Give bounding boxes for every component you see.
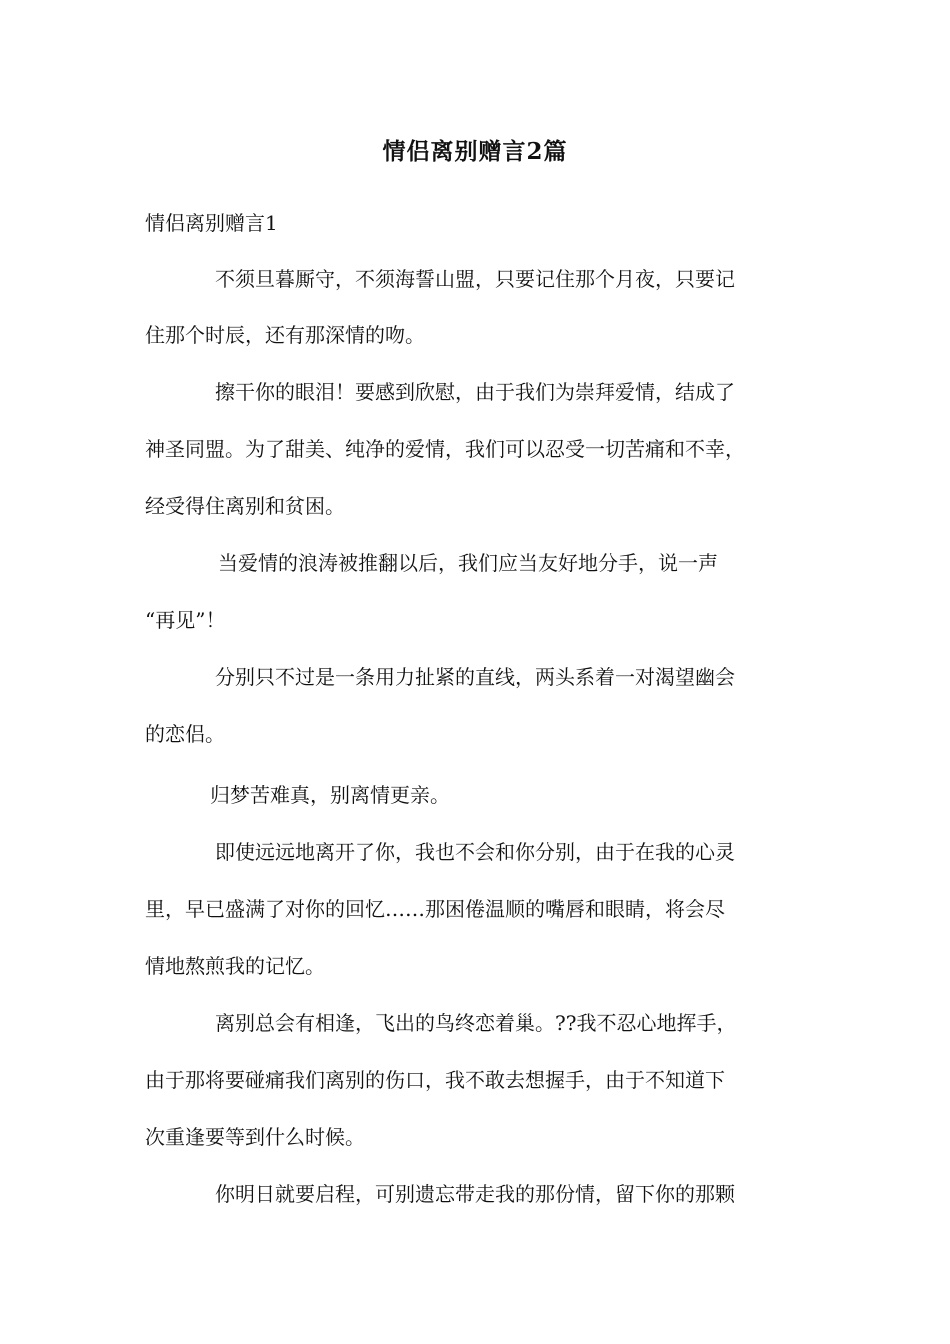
paragraph-line: “再见”！: [145, 608, 226, 632]
paragraph-line: 当爱情的浪涛被推翻以后，我们应当友好地分手，说一声: [218, 551, 718, 575]
paragraph-line: 你明日就要启程，可别遗忘带走我的那份情，留下你的那颗: [215, 1182, 735, 1206]
section-heading: 情侣离别赠言1: [145, 211, 278, 235]
paragraph-line: 次重逢要等到什么时候。: [145, 1125, 365, 1149]
paragraph-line: 分别只不过是一条用力扯紧的直线，两头系着一对渴望幽会: [215, 665, 735, 689]
paragraph-line: 离别总会有相逢，飞出的鸟终恋着巢。??我不忍心地挥手，: [215, 1011, 737, 1035]
paragraph-line: 住那个时辰，还有那深情的吻。: [145, 323, 425, 347]
paragraph-line: 神圣同盟。为了甜美、纯净的爱情，我们可以忍受一切苦痛和不幸，: [145, 437, 745, 461]
paragraph-line: 由于那将要碰痛我们离别的伤口，我不敢去想握手，由于不知道下: [145, 1068, 725, 1092]
paragraph-line: 里，早已盛满了对你的回忆……那困倦温顺的嘴唇和眼睛，将会尽: [145, 897, 725, 921]
paragraph-line: 情地熬煎我的记忆。: [145, 954, 325, 978]
paragraph-line: 擦干你的眼泪！要感到欣慰，由于我们为崇拜爱情，结成了: [215, 380, 735, 404]
paragraph-line: 不须旦暮厮守，不须海誓山盟，只要记住那个月夜，只要记: [215, 267, 735, 291]
paragraph-line: 归梦苦难真，别离情更亲。: [210, 783, 450, 807]
paragraph-line: 经受得住离别和贫困。: [145, 494, 345, 518]
paragraph-line: 即使远远地离开了你，我也不会和你分别，由于在我的心灵: [215, 840, 735, 864]
document-title: 情侣离别赠言2篇: [382, 138, 568, 165]
paragraph-line: 的恋侣。: [145, 722, 225, 746]
